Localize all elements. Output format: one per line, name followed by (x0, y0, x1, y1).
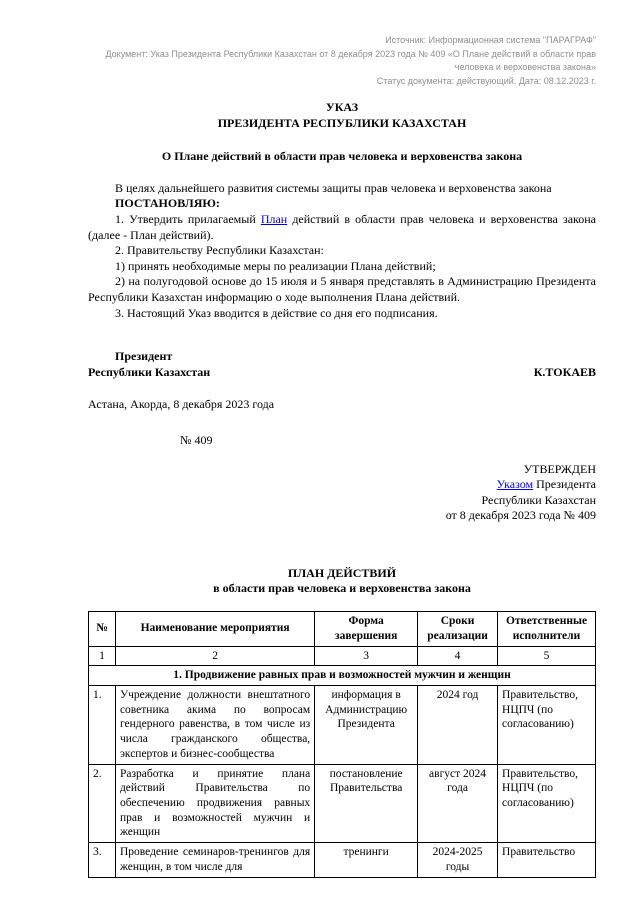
document-body (88, 181, 596, 321)
cell-term: 2024-2025 годы (418, 843, 498, 877)
meta-document: Документ: Указ Президента Республики Казахстан от 8 декабря 2023 года № 409 «О Плане действий в области прав человека и верховенства закона» (105, 48, 596, 72)
table-row (89, 685, 596, 764)
table-row (89, 764, 596, 843)
plan-title-line2: в области прав человека и верховенства закона (213, 581, 471, 596)
plan-title (88, 566, 596, 597)
signatory-title-line1: Президент (115, 349, 173, 364)
approval-line1: УТВЕРЖДЕН (523, 461, 596, 476)
cell-term: август 2024 года (418, 764, 498, 843)
cell-form: постановление Правительства (315, 764, 418, 843)
cell-form: информация в Администрацию Президента (315, 685, 418, 764)
paragraph-resolve: ПОСТАНОВЛЯЮ: (115, 196, 220, 211)
paragraph-1 (88, 212, 596, 243)
approval-line2-rest: Президента (533, 477, 596, 492)
paragraph-2-sub1: 1) принять необходимые меры по реализации Плана действий; (115, 258, 436, 273)
cell-number: 2. (89, 764, 116, 843)
plan-title-line1: ПЛАН ДЕЙСТВИЙ (287, 565, 397, 580)
header-number: № (89, 612, 116, 646)
approval-line2 (88, 477, 596, 493)
issuance-place-date: Астана, Акорда, 8 декабря 2023 года (88, 397, 275, 412)
column-number: 5 (498, 646, 596, 666)
cell-form: тренинги (315, 843, 418, 877)
table-row (89, 843, 596, 877)
header-activity: Наименование мероприятия (115, 612, 314, 646)
document-title (88, 100, 596, 131)
meta-status: Статус документа: действующий. Дата: 08.12.2023 г. (376, 75, 596, 86)
column-number: 2 (115, 646, 314, 666)
cell-activity: Проведение семинаров-тренингов для женщин, в том числе для (115, 843, 314, 877)
cell-activity: Разработка и принятие плана действий Правительства по обеспечению продвижения равных прав и возможностей мужчин и женщин (115, 764, 314, 843)
section-title: 1. Продвижение равных прав и возможностей мужчин и женщин (89, 666, 596, 686)
header-form: Форма завершения (315, 612, 418, 646)
approval-line4: от 8 декабря 2023 года № 409 (445, 508, 596, 523)
paragraph-2-sub2: 2) на полугодовой основе до 15 июля и 5 января представлять в Администрацию Президента Республики Казахстан информацию о ходе выполнения Плана действий. (88, 274, 596, 304)
approval-block (88, 462, 596, 524)
cell-responsible: Правительство, НЦПЧ (по согласованию) (498, 764, 596, 843)
document-title-line2: ПРЕЗИДЕНТА РЕСПУБЛИКИ КАЗАХСТАН (217, 115, 467, 130)
paragraph-2: 2. Правительству Республики Казахстан: (115, 243, 324, 258)
decree-link[interactable]: Указом (496, 477, 534, 492)
cell-activity: Учреждение должности внештатного советника акима по вопросам гендерного равенства, в том числе из числа гражданского общества, экспертов и бизнес-сообщества (115, 685, 314, 764)
column-number: 3 (315, 646, 418, 666)
cell-number: 3. (89, 843, 116, 877)
plan-link[interactable]: План (260, 211, 288, 226)
table-section-row (89, 666, 596, 686)
meta-source: Источник: Информационная система "ПАРАГРАФ" (385, 35, 596, 45)
signature-block (88, 349, 596, 380)
plan-table (88, 611, 596, 878)
table-header-row (89, 612, 596, 646)
document-title-line1: УКАЗ (325, 100, 359, 114)
column-number: 4 (418, 646, 498, 666)
cell-responsible: Правительство (498, 843, 596, 877)
cell-number: 1. (89, 685, 116, 764)
document-meta (88, 34, 596, 88)
issuance-number: № 409 (180, 432, 213, 447)
header-term: Сроки реализации (418, 612, 498, 646)
header-responsible: Ответственные исполнители (498, 612, 596, 646)
signatory-name: К.ТОКАЕВ (533, 364, 596, 379)
cell-term: 2024 год (418, 685, 498, 764)
column-number: 1 (89, 646, 116, 666)
signatory-title-line2: Республики Казахстан (88, 364, 211, 379)
paragraph-3: 3. Настоящий Указ вводится в действие со дня его подписания. (115, 305, 438, 320)
approval-line3: Республики Казахстан (481, 492, 596, 507)
cell-responsible: Правительство, НЦПЧ (по согласованию) (498, 685, 596, 764)
table-column-numbers-row (89, 646, 596, 666)
document-subject: О Плане действий в области прав человека и верховенства закона (161, 149, 523, 164)
paragraph-1-text-after: действий в области прав человека и верховенства закона (далее - План действий). (88, 211, 596, 242)
paragraph-1-text-before: 1. Утвердить прилагаемый (115, 211, 261, 226)
paragraph-intro: В целях дальнейшего развития системы защиты прав человека и верховенства закона (115, 180, 552, 195)
